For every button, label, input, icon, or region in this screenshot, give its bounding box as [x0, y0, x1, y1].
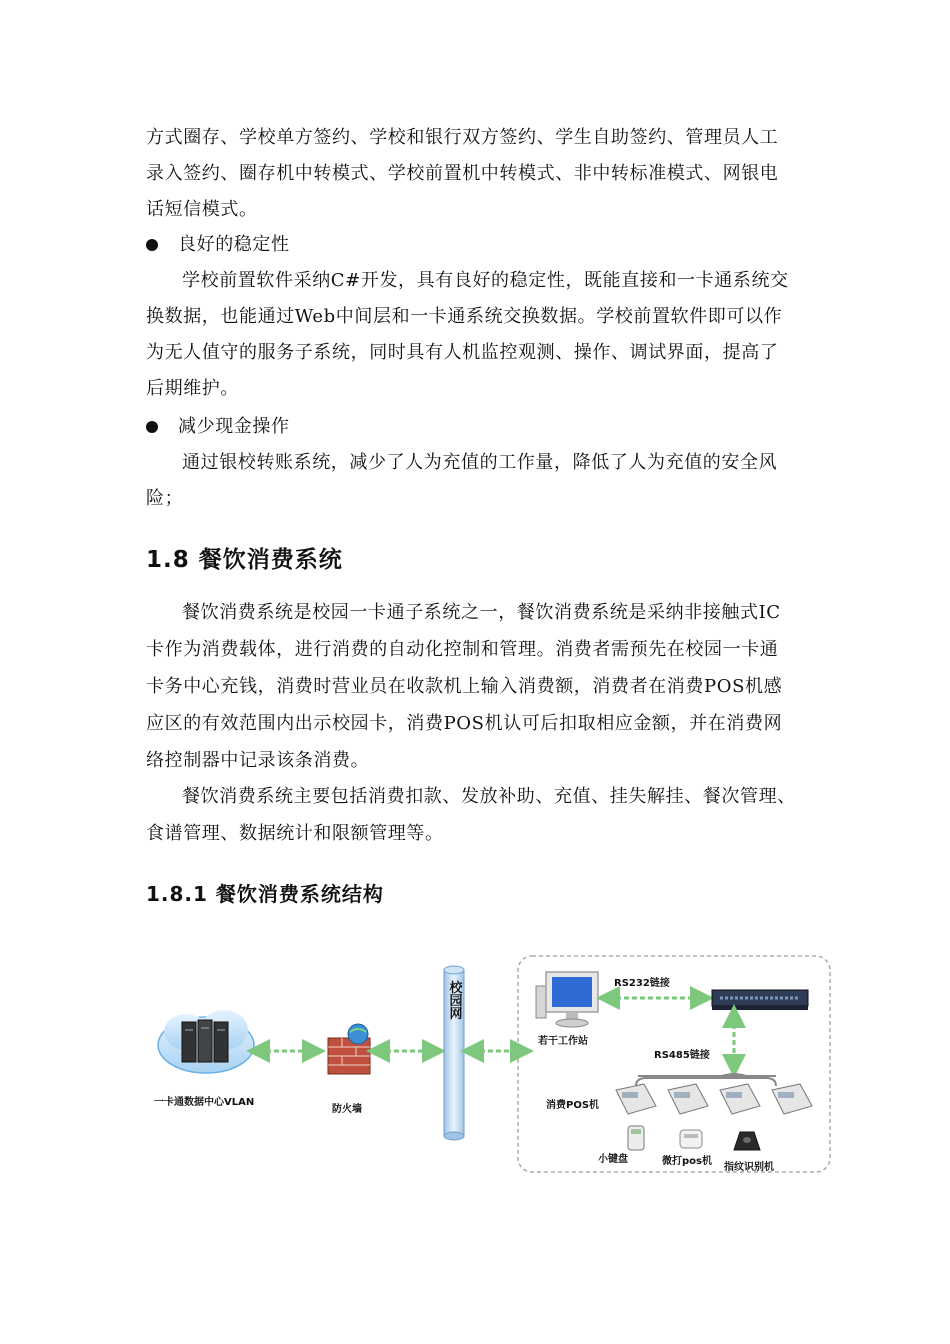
bullet-text: 减少现金操作: [178, 416, 290, 437]
paragraph-line: 食谱管理、数据统计和限额管理等。: [146, 823, 444, 844]
workstation-icon: [536, 972, 598, 1027]
pos-terminal-icon: [668, 1084, 708, 1114]
paragraph-line: 应区的有效范围内出示校园卡，消费POS机认可后扣取相应金额，并在消费网: [146, 713, 783, 734]
rs485-label: RS485链接: [654, 1050, 710, 1061]
paragraph-line: 后期维护。: [146, 378, 239, 399]
paragraph-line: 络控制器中记录该条消费。: [146, 750, 370, 771]
network-switch-icon: [712, 990, 808, 1010]
paragraph-line: 餐饮消费系统是校园一卡通子系统之一，餐饮消费系统是采纳非接触式IC: [182, 602, 781, 623]
paragraph-line: 学校前置软件采纳C#开发，具有良好的稳定性，既能直接和一卡通系统交: [182, 270, 789, 291]
bullet-text: 良好的稳定性: [178, 234, 290, 255]
diagram-svg: [146, 950, 836, 1180]
fingerprint-reader-icon: [734, 1132, 760, 1150]
paragraph-line: 餐饮消费系统主要包括消费扣款、发放补助、充值、挂失解挂、餐次管理、: [182, 786, 796, 807]
firewall-icon: [328, 1024, 370, 1074]
section-heading: 1.8 餐饮消费系统: [146, 547, 343, 573]
paragraph-line: 录入签约、圈存机中转模式、学校前置机中转模式、非中转标准模式、网银电: [146, 163, 779, 184]
receipt-printer-pos-icon: [680, 1130, 702, 1148]
paragraph-line: 卡作为消费载体，进行消费的自动化控制和管理。消费者需预先在校园一卡通: [146, 639, 779, 660]
printer-pos-label: 微打pos机: [662, 1156, 712, 1167]
paragraph-line: 险；: [146, 488, 184, 509]
keypad-icon: [628, 1126, 644, 1150]
pos-terminal-icon: [772, 1084, 812, 1114]
subsection-heading: 1.8.1 餐饮消费系统结构: [146, 882, 384, 906]
pos-terminal-icon: [616, 1084, 656, 1114]
bullet-icon: [146, 239, 158, 251]
paragraph-line: 为无人值守的服务子系统，同时具有人机监控观测、操作、调试界面，提高了: [146, 342, 779, 363]
paragraph-line: 方式圈存、学校单方签约、学校和银行双方签约、学生自助签约、管理员人工: [146, 127, 779, 148]
pos-label: 消费POS机: [546, 1100, 600, 1111]
paragraph-line: 通过银校转账系统，减少了人为充值的工作量，降低了人为充值的安全风: [182, 452, 778, 473]
paragraph-line: 换数据，也能通过Web中间层和一卡通系统交换数据。学校前置软件即可以作: [146, 306, 783, 327]
data-center-icon: [158, 1010, 254, 1073]
rs232-label: RS232链接: [614, 978, 670, 989]
system-structure-diagram: [146, 950, 836, 1180]
fingerprint-label: 指纹识别机: [724, 1162, 774, 1173]
paragraph-line: 卡务中心充钱，消费时营业员在收款机上输入消费额，消费者在消费POS机感: [146, 676, 783, 697]
keypad-label: 小键盘: [598, 1154, 628, 1165]
bullet-icon: [146, 421, 158, 433]
vlan-label: 一卡通数据中心VLAN: [154, 1097, 255, 1108]
paragraph-line: 话短信模式。: [146, 199, 258, 220]
firewall-label: 防火墙: [332, 1104, 362, 1115]
campus-net-label: 校园网: [446, 980, 462, 1020]
workstation-label: 若干工作站: [538, 1036, 588, 1047]
pos-terminal-icon: [720, 1084, 760, 1114]
